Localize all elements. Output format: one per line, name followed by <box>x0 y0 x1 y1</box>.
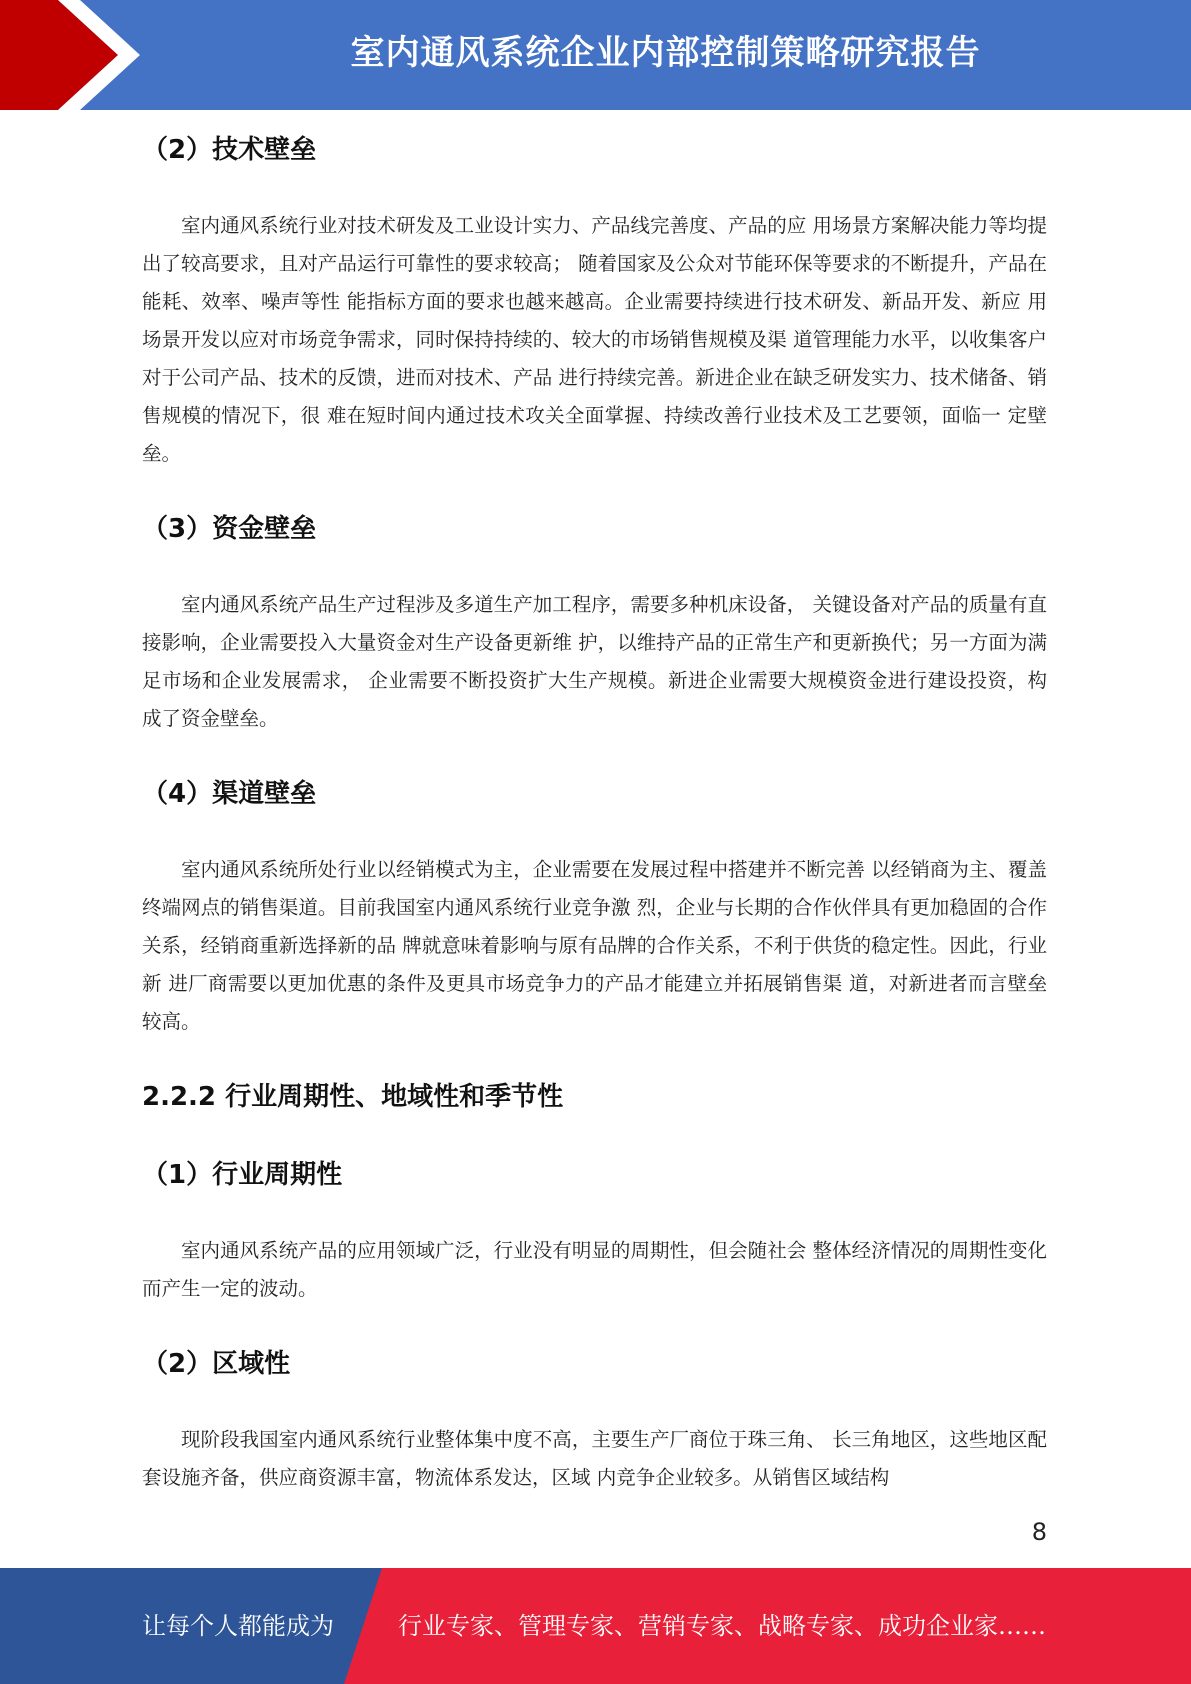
page-header <box>0 0 1191 110</box>
page-content <box>142 118 1047 1533</box>
page-number: 8 <box>1031 1518 1047 1546</box>
section-heading-capital-barrier: （3）资金壁垒 <box>142 514 317 544</box>
paragraph-capital-barrier: 室内通风系统产品生产过程涉及多道生产加工程序，需要多种机床设备， 关键设备对产品的质量有直接影响，企业需要投入大量资金对生产设备更新维 护，以维持产品的正常生产和更新换代；另一方面为满足市场和企业发展需求， 企业需要不断投资扩大生产规模。新进企业需要大规模资金进行建设投资，构 成了资金壁垒。 <box>142 593 1047 730</box>
section-heading-technology-barrier: （2）技术壁垒 <box>142 135 317 165</box>
subsection-heading-cyclicality: 2.2.2 行业周期性、地域性和季节性 <box>142 1082 564 1112</box>
paragraph-industry-cyclicality: 室内通风系统产品的应用领域广泛，行业没有明显的周期性，但会随社会 整体经济情况的周期性变化而产生一定的波动。 <box>142 1239 1047 1300</box>
paragraph-channel-barrier: 室内通风系统所处行业以经销模式为主，企业需要在发展过程中搭建并不断完善 以经销商为主、覆盖终端网点的销售渠道。目前我国室内通风系统行业竞争激 烈，企业与长期的合作伙伴具有更加稳固的合作关系，经销商重新选择新的品 牌就意味着影响与原有品牌的合作关系，不利于供货的稳定性。因此，行业新 进厂商需要以更加优惠的条件及更具市场竞争力的产品才能建立并拓展销售渠 道，对新进者而言壁垒较高。 <box>142 858 1047 1033</box>
report-title: 室内通风系统企业内部控制策略研究报告 <box>350 33 981 73</box>
section-heading-regionality: （2）区域性 <box>142 1349 291 1379</box>
paragraph-regionality: 现阶段我国室内通风系统行业整体集中度不高，主要生产厂商位于珠三角、 长三角地区，这些地区配套设施齐备，供应商资源丰富，物流体系发达，区域 内竞争企业较多。从销售区域结构 <box>142 1428 1047 1489</box>
paragraph-technology-barrier: 室内通风系统行业对技术研发及工业设计实力、产品线完善度、产品的应 用场景方案解决能力等均提出了较高要求，且对产品运行可靠性的要求较高； 随着国家及公众对节能环保等要求的不断提升，产品在能耗、效率、噪声等性 能指标方面的要求也越来越高。企业需要持续进行技术研发、新品开发、新应 用场景开发以应对市场竞争需求，同时保持持续的、较大的市场销售规模及渠 道管理能力水平，以收集客户对于公司产品、技术的反馈，进而对技术、产品 进行持续完善。新进企业在缺乏研发实力、技术储备、销售规模的情况下，很 难在短时间内通过技术攻关全面掌握、持续改善行业技术及工艺要领，面临一 定壁垒。 <box>142 214 1047 465</box>
page-footer <box>0 1568 1191 1684</box>
header-chevron-decoration <box>0 0 160 110</box>
footer-slogan-right: 行业专家、管理专家、营销专家、战略专家、成功企业家…… <box>398 1612 1046 1640</box>
section-heading-channel-barrier: （4）渠道壁垒 <box>142 779 317 809</box>
section-heading-industry-cyclicality: （1）行业周期性 <box>142 1160 343 1190</box>
footer-slogan-left: 让每个人都能成为 <box>142 1612 334 1640</box>
